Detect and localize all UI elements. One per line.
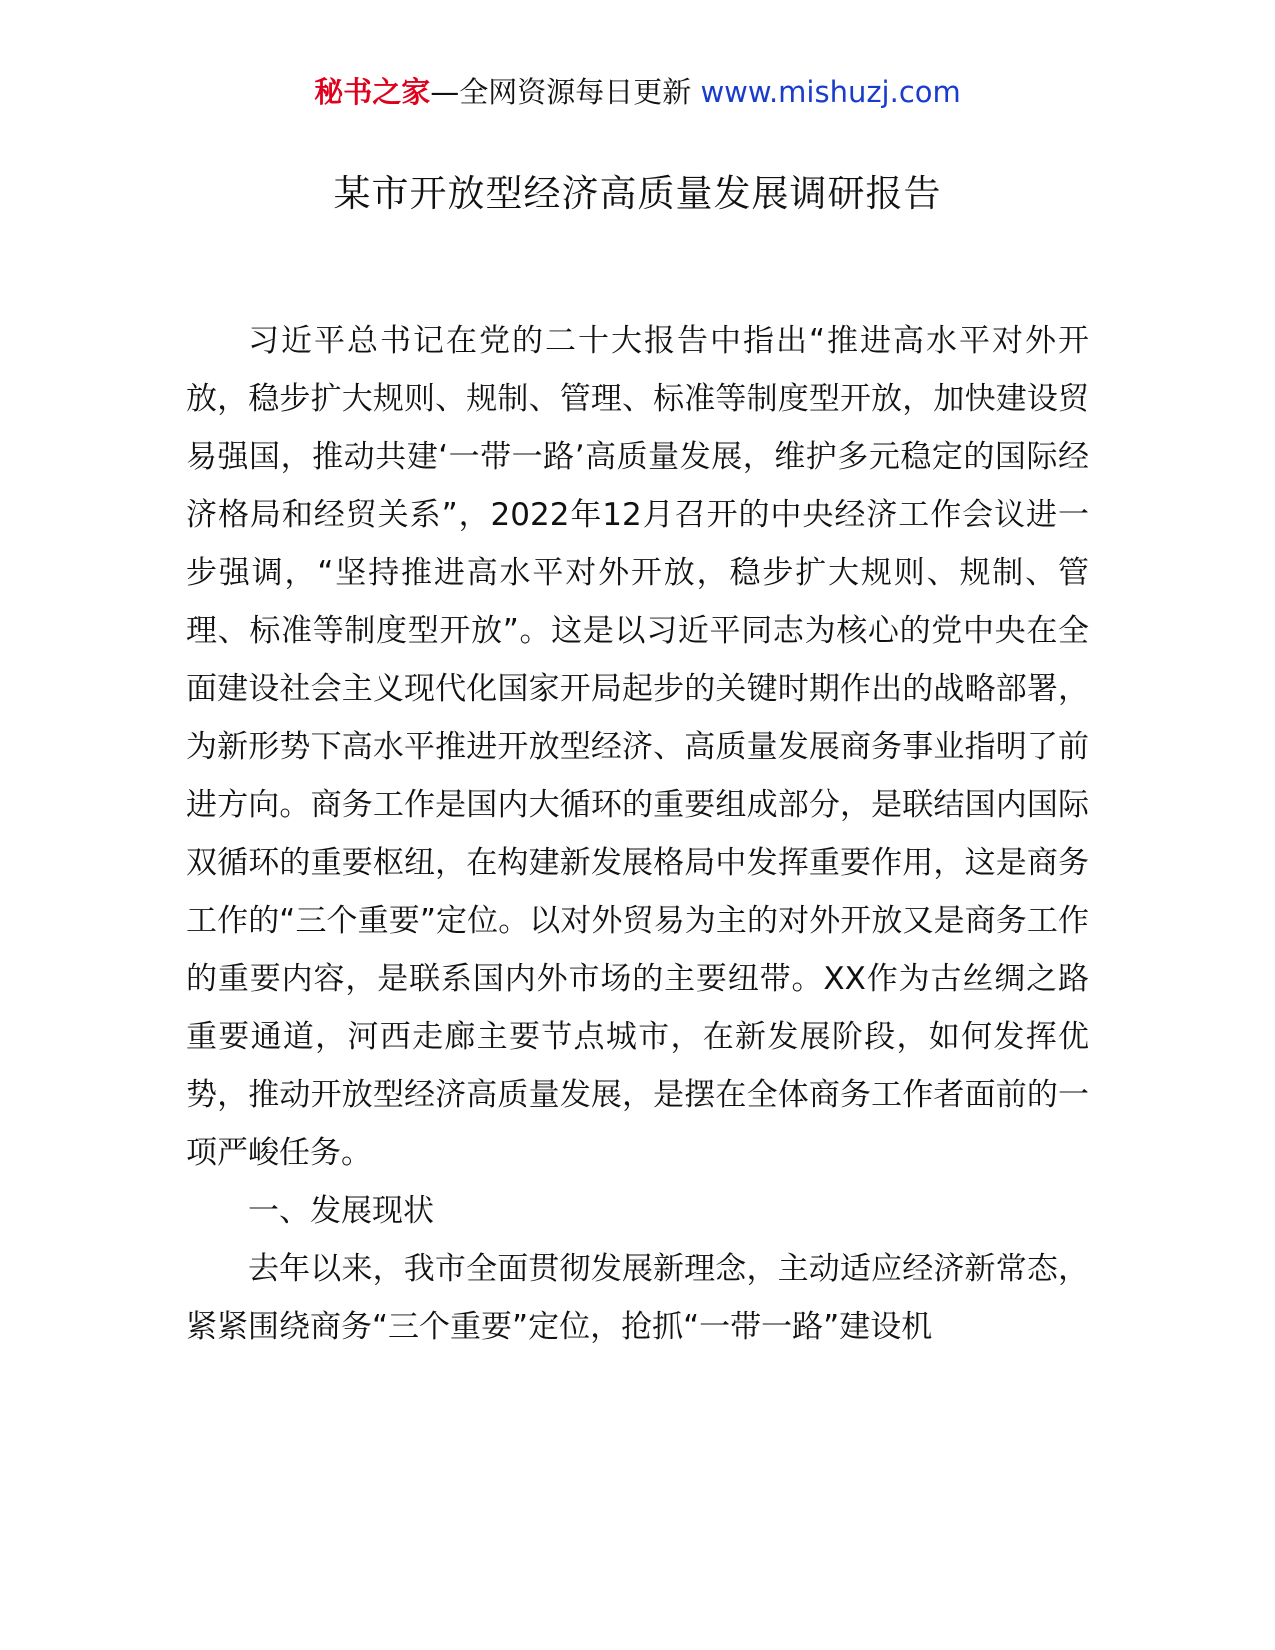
brand-name: 秘书之家 [314,75,431,109]
section-paragraph: 去年以来，我市全面贯彻发展新理念，主动适应经济新常态，紧紧围绕商务“三个重要”定位，抢抓“一带一路”建设机 [186,1251,1089,1345]
document-body [186,312,1089,1356]
site-url-link[interactable]: www.mishuzj.com [700,75,961,109]
site-header [0,72,1275,112]
header-tagline: —全网资源每日更新 [430,75,692,109]
section-heading: 一、发展现状 [248,1193,434,1229]
document-title: 某市开放型经济高质量发展调研报告 [333,172,942,215]
intro-paragraph: 习近平总书记在党的二十大报告中指出“推进高水平对外开放，稳步扩大规则、规制、管理、标准等制度型开放，加快建设贸易强国，推动共建‘一带一路’高质量发展，维护多元稳定的国际经济格局和经贸关系”，2022年12月召开的中央经济工作会议进一步强调，“坚持推进高水平对外开放，稳步扩大规则、规制、管理、标准等制度型开放”。这是以习近平同志为核心的党中央在全面建设社会主义现代化国家开局起步的关键时期作出的战略部署，为新形势下高水平推进开放型经济、高质量发展商务事业指明了前进方向。商务工作是国内大循环的重要组成部分，是联结国内国际双循环的重要枢纽，在构建新发展格局中发挥重要作用，这是商务工作的“三个重要”定位。以对外贸易为主的对外开放又是商务工作的重要内容，是联系国内外市场的主要纽带。XX作为古丝绸之路重要通道，河西走廊主要节点城市，在新发展阶段，如何发挥优势，推动开放型经济高质量发展，是摆在全体商务工作者面前的一项严峻任务。 [186,323,1089,1171]
